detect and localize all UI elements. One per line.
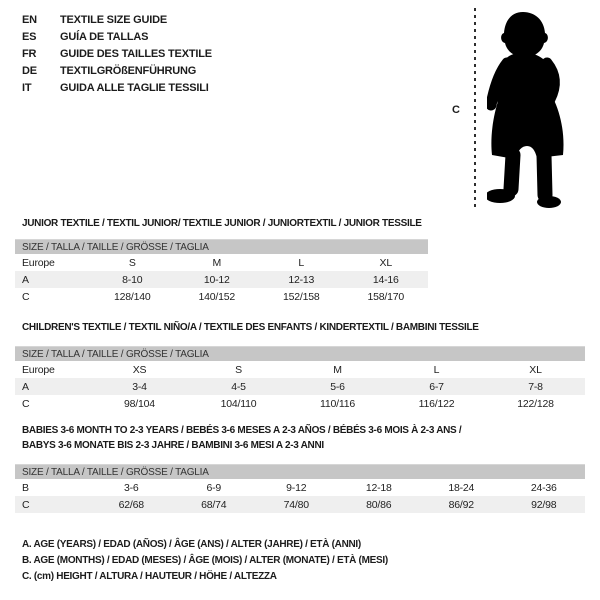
value-cell: 4-5 (231, 380, 246, 393)
lang-title: TEXTILE SIZE GUIDE (60, 14, 168, 26)
value-cell: L (433, 363, 440, 376)
table-row (15, 378, 585, 395)
footnote-b: B. AGE (MONTHS) / EDAD (MESES) / ÂGE (MOIS) / ALTER (MONATE) / ETÀ (MESI) (22, 555, 388, 566)
value-cell: 8-10 (122, 273, 143, 286)
value-cell: 3-6 (123, 481, 139, 494)
table-row (15, 479, 585, 496)
lang-code: EN (22, 14, 37, 26)
row-label-cell: Europe (22, 256, 55, 269)
babies-table-title (22, 423, 461, 453)
value-cell: 62/68 (118, 498, 144, 511)
lang-row-it (22, 80, 212, 97)
value-cell: 80/86 (366, 498, 392, 511)
lang-code: FR (22, 48, 37, 60)
value-cell: 7-8 (528, 380, 543, 393)
footnote-a: A. AGE (YEARS) / EDAD (AÑOS) / ÂGE (ANS) / ALTER (JAHRE) / ETÀ (ANNI) (22, 539, 361, 550)
value-cell: M (333, 363, 342, 376)
size-header-bar: SIZE / TALLA / TAILLE / GRÖSSE / TAGLIA (15, 465, 585, 480)
babies-size-table (15, 464, 585, 513)
value-cell: XL (379, 256, 392, 269)
size-header-bar: SIZE / TALLA / TAILLE / GRÖSSE / TAGLIA (15, 240, 428, 255)
lang-row-es (22, 29, 212, 46)
lang-title: GUIDE DES TAILLES TEXTILE (60, 48, 212, 60)
row-label-cell: Europe (22, 363, 55, 376)
children-size-table (15, 346, 585, 412)
junior-table-title: JUNIOR TEXTILE / TEXTIL JUNIOR/ TEXTILE JUNIOR / JUNIORTEXTIL / JUNIOR TESSILE (22, 218, 422, 229)
value-cell: 110/116 (320, 397, 355, 410)
value-cell: 9-12 (286, 481, 307, 494)
value-cell: 74/80 (283, 498, 309, 511)
value-cell: S (128, 256, 136, 269)
value-cell: L (298, 256, 305, 269)
table-row (15, 496, 585, 513)
lang-code: ES (22, 31, 37, 43)
value-cell: S (235, 363, 242, 376)
lang-title: GUIDA ALLE TAGLIE TESSILI (60, 82, 209, 94)
height-measure-dotted-line (474, 8, 476, 210)
language-title-list (22, 12, 212, 97)
babies-title-line-2: BABYS 3-6 MONATE BIS 2-3 JAHRE / BAMBINI 3-6 MESI A 2-3 ANNI (22, 440, 324, 451)
value-cell: 152/158 (282, 290, 320, 303)
table-row (15, 395, 585, 412)
lang-row-de (22, 63, 212, 80)
value-cell: 86/92 (448, 498, 474, 511)
value-cell: 14-16 (372, 273, 399, 286)
value-cell: 12-13 (288, 273, 315, 286)
value-cell: 158/170 (367, 290, 405, 303)
value-cell: 6-9 (206, 481, 222, 494)
value-cell: 98/104 (124, 397, 155, 410)
size-header-bar: SIZE / TALLA / TAILLE / GRÖSSE / TAGLIA (15, 347, 585, 362)
baby-silhouette-icon (487, 6, 573, 210)
row-label-cell: B (22, 481, 29, 494)
value-cell: 6-7 (429, 380, 444, 393)
babies-title-line-1: BABIES 3-6 MONTH TO 2-3 YEARS / BEBÉS 3-6 MESES A 2-3 AÑOS / BÉBÉS 3-6 MOIS À 2-3 ANS / (22, 425, 462, 436)
value-cell: XS (132, 363, 147, 376)
value-cell: 12-18 (365, 481, 392, 494)
value-cell: M (212, 256, 222, 269)
table-row (15, 361, 585, 378)
row-label-cell: C (22, 290, 30, 303)
row-label-cell: C (22, 397, 30, 410)
row-label-cell: A (22, 273, 29, 286)
value-cell: 128/140 (113, 290, 151, 303)
value-cell: 68/74 (201, 498, 227, 511)
value-cell: 24-36 (530, 481, 557, 494)
value-cell: 3-4 (132, 380, 147, 393)
junior-size-table (15, 239, 428, 305)
lang-code: DE (22, 65, 37, 77)
table-row (15, 288, 428, 305)
value-cell: 116/122 (418, 397, 455, 410)
height-measure-label: C (452, 104, 460, 116)
lang-row-fr (22, 46, 212, 63)
footnotes (22, 537, 388, 585)
row-label-cell: C (22, 498, 30, 511)
value-cell: 122/128 (517, 397, 554, 410)
value-cell: 104/110 (220, 397, 257, 410)
lang-title: TEXTILGRÖßENFÜHRUNG (60, 65, 197, 77)
value-cell: 5-6 (330, 380, 345, 393)
children-table-title: CHILDREN'S TEXTILE / TEXTIL NIÑO/A / TEXTILE DES ENFANTS / KINDERTEXTIL / BAMBINI TESSILE (22, 322, 479, 333)
lang-row-en (22, 12, 212, 29)
table-row (15, 254, 428, 271)
value-cell: 140/152 (198, 290, 236, 303)
value-cell: 92/98 (531, 498, 557, 511)
footnote-c: C. (cm) HEIGHT / ALTURA / HAUTEUR / HÖHE / ALTEZZA (22, 571, 277, 582)
row-label-cell: A (22, 380, 29, 393)
lang-title: GUÍA DE TALLAS (60, 31, 149, 43)
value-cell: 10-12 (203, 273, 230, 286)
lang-code: IT (22, 82, 32, 94)
value-cell: XL (529, 363, 542, 376)
table-row (15, 271, 428, 288)
value-cell: 18-24 (448, 481, 475, 494)
